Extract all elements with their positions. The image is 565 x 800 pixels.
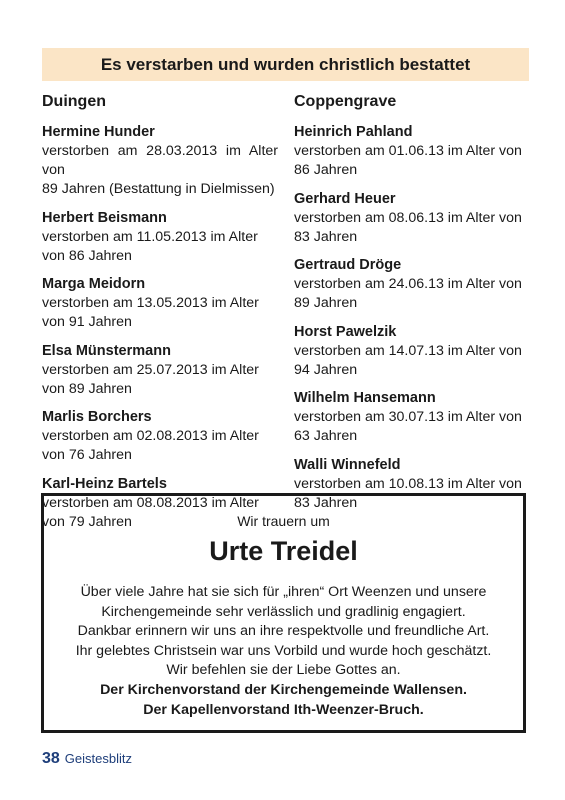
deceased-name: Walli Winnefeld <box>294 456 401 473</box>
tribute-line: Über viele Jahre hat sie sich für „ihren“ Ort Weenzen und unsere <box>80 584 487 600</box>
deceased-name: Heinrich Pahland <box>294 124 413 140</box>
entry-line: verstorben am 08.08.2013 im Alter <box>42 494 259 511</box>
deceased-name: Marlis Borchers <box>42 409 152 426</box>
entry-line: von 76 Jahren <box>42 447 132 464</box>
entry-line: verstorben am 28.03.2013 im Alter von <box>42 143 278 178</box>
obituary-entry <box>42 209 278 266</box>
entry-line: 86 Jahren <box>294 162 358 178</box>
deceased-name: Horst Pawelzik <box>294 323 397 340</box>
signature-line: Der Kapellenvorstand Ith-Weenzer-Bruch. <box>143 701 424 718</box>
obituary-entry <box>42 123 278 199</box>
deceased-name: Elsa Münstermann <box>42 342 171 359</box>
section-heading <box>42 48 529 81</box>
deceased-name: Wilhelm Hansemann <box>294 390 436 407</box>
entry-line: verstorben am 02.08.2013 im Alter <box>42 428 259 445</box>
memorial-signature <box>44 681 523 720</box>
memorial-intro: Wir trauern um <box>237 513 330 529</box>
tribute-line: Kirchengemeinde sehr verlässlich und gradlinig engagiert. <box>101 603 466 620</box>
deceased-name: Gerhard Heuer <box>294 190 396 207</box>
entry-line: 89 Jahren (Bestattung in Dielmissen) <box>42 181 275 197</box>
column-title: Duingen <box>42 93 106 110</box>
obituary-entry <box>42 275 278 332</box>
entry-line: verstorben am 24.06.13 im Alter von <box>294 276 522 293</box>
entry-line: verstorben am 10.08.13 im Alter von <box>294 475 522 492</box>
entry-line: von 89 Jahren <box>42 380 132 397</box>
obituary-entry <box>294 256 530 313</box>
section-heading-text: Es verstarben und wurden christlich bestattet <box>100 54 471 74</box>
entry-line: 63 Jahren <box>294 428 358 445</box>
page-number: 38 <box>42 750 60 767</box>
entry-line: von 86 Jahren <box>42 247 132 264</box>
entry-line: 83 Jahren <box>294 228 358 245</box>
tribute-line: Wir befehlen sie der Liebe Gottes an. <box>166 662 401 678</box>
deceased-name: Karl-Heinz Bartels <box>42 475 167 492</box>
obituary-entry <box>294 389 530 446</box>
signature-line: Der Kirchenvorstand der Kirchengemeinde Wallensen. <box>100 682 467 698</box>
deceased-name: Marga Meidorn <box>42 276 146 293</box>
entry-line: verstorben am 25.07.2013 im Alter <box>42 361 259 378</box>
deceased-name: Herbert Beismann <box>42 209 167 226</box>
entry-line: verstorben am 08.06.13 im Alter von <box>294 209 522 226</box>
entry-line: 89 Jahren <box>294 295 358 312</box>
page-footer <box>42 750 132 768</box>
deceased-name: Hermine Hunder <box>42 124 155 140</box>
column-title: Coppengrave <box>294 93 397 110</box>
memorial-name: Urte Treidel <box>209 536 358 566</box>
column-coppengrave <box>294 92 530 523</box>
entry-line: 83 Jahren <box>294 494 358 511</box>
entry-line: 94 Jahren <box>294 361 358 378</box>
obituary-entry <box>42 342 278 399</box>
tribute-line: Dankbar erinnern wir uns an ihre respektvolle und freundliche Art. <box>77 623 490 639</box>
obituary-entry <box>294 323 530 380</box>
deceased-name: Gertraud Dröge <box>294 257 402 274</box>
memorial-tribute <box>44 583 523 681</box>
obituary-entry <box>294 123 530 180</box>
entry-line: verstorben am 30.07.13 im Alter von <box>294 409 522 426</box>
obituary-entry <box>42 408 278 465</box>
tribute-line: Ihr gelebtes Christsein war uns Vorbild und wurde hoch geschätzt. <box>75 642 492 659</box>
entry-line: verstorben am 14.07.13 im Alter von <box>294 342 522 359</box>
entry-line: von 91 Jahren <box>42 314 132 331</box>
entry-line: verstorben am 01.06.13 im Alter von <box>294 143 522 159</box>
entry-line: verstorben am 13.05.2013 im Alter <box>42 295 259 312</box>
memorial-box <box>41 493 526 733</box>
entry-line: verstorben am 11.05.2013 im Alter <box>42 228 258 245</box>
column-duingen <box>42 92 278 542</box>
magazine-name: Geistesblitz <box>64 751 132 766</box>
obituary-entry <box>294 190 530 247</box>
entry-line: von 79 Jahren <box>42 513 132 530</box>
